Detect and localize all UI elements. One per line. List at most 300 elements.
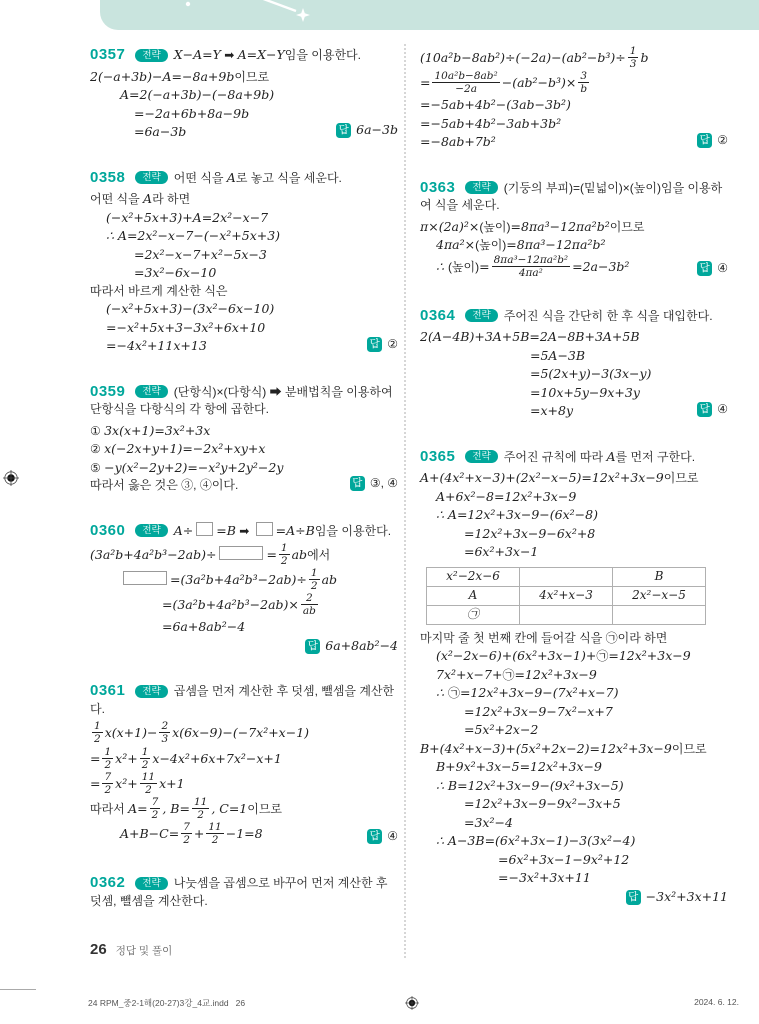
math-text: =−5ab+4b²−(3ab−3b²): [420, 97, 571, 113]
math-text: =: [420, 74, 431, 90]
korean-text: ➡: [220, 48, 238, 62]
fraction-numerator: 1: [629, 45, 637, 57]
strategy-badge: 전략: [135, 171, 167, 184]
answer-badge: 답: [697, 261, 712, 276]
math-text: A=: [128, 800, 148, 816]
korean-text: ②: [717, 133, 728, 148]
problem-number: 0362: [90, 874, 126, 891]
section-label: 정답 및 풀이: [115, 945, 173, 957]
math-line: [420, 115, 728, 134]
problem-number: 0357: [90, 46, 126, 63]
korean-text: ①: [90, 423, 105, 438]
math-line: [420, 469, 728, 488]
table-row: [427, 586, 706, 605]
korean-text: 어떤 식을: [90, 192, 144, 206]
korean-text: 임을 이용한다.: [284, 48, 361, 62]
korean-text: 따라서 바르게 계산한 식은: [90, 283, 228, 298]
answer: [367, 828, 398, 846]
crop-mark: [0, 989, 36, 990]
fraction-denominator: 3: [161, 733, 169, 746]
answer-badge: 답: [305, 639, 320, 654]
fraction-denominator: 2: [104, 783, 112, 796]
fraction: [159, 720, 170, 745]
math-line: [90, 86, 398, 105]
fraction-numerator: 8πa³−12πa²b²: [493, 253, 569, 266]
math-text: =8πa³−12πa²b²: [506, 237, 606, 253]
korean-text: ④: [717, 261, 728, 276]
fraction-numerator: 11: [193, 795, 208, 808]
strategy-line: [420, 179, 728, 215]
math-line: [90, 568, 398, 593]
answer: [336, 121, 398, 140]
header-banner: [100, 0, 759, 30]
answer-badge: 답: [626, 890, 641, 905]
math-line: [420, 328, 728, 347]
registration-mark-icon: [3, 470, 19, 486]
fraction-numerator: 1: [94, 720, 101, 733]
math-text: =5A−3B: [530, 347, 586, 363]
fraction-denominator: ab: [302, 605, 316, 618]
strategy-badge: 전략: [135, 685, 167, 698]
math-line: [420, 384, 728, 403]
math-line: [90, 283, 398, 301]
math-text: =12x²+3x−9−6x²+8: [464, 525, 596, 541]
table-cell: x²−2x−6: [427, 567, 520, 586]
answer: [367, 336, 398, 354]
fraction: [181, 821, 192, 846]
math-line: [420, 814, 728, 833]
table-cell: [520, 605, 613, 624]
math-text: =B: [216, 522, 236, 538]
fraction: [432, 70, 499, 95]
korean-text: 이므로: [671, 741, 707, 756]
math-text: B+(4x²+x−3)+(5x²+2x−2)=12x²+3x−9: [420, 740, 672, 756]
fraction-denominator: 2: [141, 758, 149, 771]
strategy-badge: 전략: [135, 877, 167, 890]
footer-date: 2024. 6. 12.: [694, 997, 739, 1007]
fraction-numerator: 1: [141, 745, 149, 758]
korean-text: (단항식)×(다항식) ➡ 분배법칙을 이용하여 단항식을 다항식의 각 항에 곱한다.: [90, 384, 393, 416]
math-text: =2a−3b²: [572, 258, 630, 274]
problem-number: 0361: [90, 682, 126, 700]
fraction: [92, 720, 103, 745]
constellation-decoration: [100, 0, 759, 30]
problem-0363: [420, 179, 728, 280]
math-text: A=2(−a+3b)−(−8a+9b): [120, 87, 275, 102]
math-line: [90, 190, 398, 209]
fraction: [309, 567, 320, 592]
answer-badge: 답: [697, 402, 712, 417]
math-text: =6x²+3x−1: [464, 544, 539, 560]
fraction: [301, 592, 318, 617]
korean-text: ㉠: [502, 667, 515, 682]
korean-text: ④: [717, 402, 728, 417]
strategy-badge: 전략: [135, 524, 167, 537]
math-text: −1=8: [225, 825, 263, 841]
math-line: [420, 703, 728, 722]
answer: [697, 260, 728, 278]
korean-text: ④: [387, 828, 398, 843]
fraction-denominator: 3: [629, 58, 637, 71]
strategy-badge: 전략: [135, 385, 167, 398]
math-line: [420, 630, 728, 648]
problem-number: 0363: [420, 178, 456, 196]
math-text: 4πa²×: [436, 237, 476, 253]
math-text: =(3a²b+4a²b³−2ab)×: [162, 597, 299, 613]
korean-text: 주어진 식을 간단히 한 후 식을 대입한다.: [503, 308, 713, 323]
korean-text: ➡: [235, 523, 253, 538]
math-line: [90, 337, 398, 356]
math-text: A÷: [173, 522, 194, 538]
korean-text: 를 먼저 구한다.: [615, 449, 696, 464]
answer-badge: 답: [697, 133, 712, 148]
math-text: =: [90, 775, 101, 791]
math-text: ∴ A−3B=(6x²+3x−1)−3(3x²−4): [436, 833, 636, 849]
fraction-numerator: 3: [578, 70, 589, 83]
fraction: [279, 542, 290, 567]
math-line: [420, 488, 728, 507]
table-row: [427, 567, 706, 586]
strategy-line: [90, 874, 398, 910]
math-line: [420, 869, 728, 888]
math-text: =−2a+6b+8a−9b: [134, 105, 250, 121]
math-line: [420, 832, 728, 851]
math-text: x(x+1)−: [104, 725, 158, 741]
math-text: =6a−3b: [134, 124, 187, 139]
fraction-denominator: 2: [151, 808, 159, 821]
math-line: [90, 772, 398, 797]
math-text: 3x(x+1)=3x²+3x: [104, 422, 211, 438]
math-line: [90, 797, 398, 822]
math-line: [90, 319, 398, 338]
math-text: A: [143, 191, 153, 206]
math-text: ∴: [436, 258, 448, 274]
math-text: ab: [321, 571, 338, 587]
math-line: [420, 543, 728, 562]
answer: [305, 639, 398, 653]
math-text: =6a+8ab²−4: [162, 619, 246, 635]
math-text: A: [606, 448, 616, 464]
korean-text: (높이): [447, 259, 480, 274]
math-text: , C=1: [211, 800, 248, 816]
fraction-denominator: 2: [197, 808, 204, 821]
korean-text: (높이): [475, 238, 507, 253]
math-text: =12x²+3x−9−9x²−3x+5: [464, 796, 621, 812]
math-line: [420, 46, 728, 71]
math-line: [420, 236, 728, 255]
math-text: =A÷B: [275, 522, 315, 538]
strategy-badge: 전략: [465, 181, 497, 194]
math-text: x²+: [115, 775, 138, 791]
korean-text: 따라서 옳은 것은 ③, ④이다.: [90, 478, 239, 492]
math-text: =6x²+3x−1−9x²+12: [498, 851, 630, 867]
math-text: A+B−C=: [120, 825, 180, 841]
math-text: =−8ab+7b²: [420, 134, 496, 150]
strategy-badge: 전략: [465, 309, 497, 322]
table-cell: [520, 567, 613, 586]
math-line: [420, 740, 728, 759]
math-line: [90, 637, 398, 656]
math-text: =3x²−4: [464, 814, 513, 830]
math-line: [420, 96, 728, 115]
fraction-numerator: 1: [104, 745, 112, 758]
korean-text: 이므로: [609, 219, 645, 234]
fraction-numerator: 2: [301, 592, 318, 605]
math-text: x(6x−9)−(−7x²+x−1): [172, 725, 310, 741]
constellation-line: [250, 0, 296, 11]
math-line: [420, 721, 728, 740]
korean-text: ②: [90, 442, 105, 456]
table-cell: B: [613, 567, 706, 586]
math-text: (3a²b+4a²b³−2ab)÷: [90, 546, 217, 562]
fraction-numerator: 1: [310, 567, 318, 580]
column-divider: [404, 44, 406, 958]
dot-icon: [186, 2, 190, 6]
math-text: =(3a²b+4a²b³−2ab)÷: [170, 571, 307, 587]
fraction-denominator: 2: [183, 833, 190, 846]
math-line: [90, 422, 398, 441]
math-line: [420, 758, 728, 777]
math-text: =x+8y: [530, 403, 574, 419]
fraction: [492, 254, 571, 279]
table-cell: ㉠: [427, 605, 520, 624]
korean-text: 이므로: [663, 471, 699, 486]
math-text: , B=: [162, 800, 190, 816]
table-cell: 2x²−x−5: [613, 586, 706, 605]
math-line: [90, 300, 398, 319]
problem-0358: [90, 169, 398, 356]
math-text: −y(x²−2y+2)=−x²y+2y²−2y: [104, 459, 284, 475]
korean-text: 곱셈을 먼저 계산한 후 덧셈, 뺄셈을 계산한다.: [90, 684, 395, 716]
math-line: [90, 618, 398, 637]
fraction-denominator: 2: [145, 783, 152, 796]
math-text: =3x²−6x−10: [134, 265, 217, 280]
fraction-denominator: b: [580, 83, 588, 96]
fraction-denominator: 2: [280, 555, 288, 568]
math-text: =12x²+3x−9: [514, 666, 597, 682]
strategy-line: [90, 522, 398, 541]
problem-number: 0359: [90, 382, 126, 400]
math-text: (−x²+5x+3)−(3x²−6x−10): [106, 301, 275, 316]
fraction: [578, 70, 589, 95]
korean-text: ②: [387, 337, 398, 351]
math-text: ∴ A=12x²+3x−9−(6x²−8): [436, 507, 598, 523]
math-text: =2x²−x−7+x²−5x−3: [134, 246, 267, 262]
math-text: 2(−a+3b)−A=−8a+9b: [90, 68, 235, 84]
math-text: (10a²b−8ab²)÷(−2a)−(ab²−b³)÷: [420, 49, 626, 65]
math-text: =: [266, 546, 277, 562]
math-text: =12x²+3x−9−(7x²+x−7): [459, 685, 619, 701]
table-row: [427, 605, 706, 624]
math-text: X−A=Y: [173, 47, 221, 62]
table-cell: 4x²+x−3: [520, 586, 613, 605]
fraction-numerator: 11: [141, 770, 156, 783]
math-text: ab: [291, 546, 308, 562]
empty-box: [219, 546, 263, 560]
math-line: [420, 402, 728, 421]
math-line: [90, 747, 398, 772]
math-line: [90, 822, 398, 847]
fraction-denominator: 2: [104, 758, 112, 771]
answer-badge: 답: [367, 829, 382, 844]
math-text: ∴ A=2x²−x−7−(−x²+5x+3): [106, 228, 281, 243]
fraction-numerator: 7: [104, 770, 112, 783]
problem-number: 0364: [420, 306, 456, 324]
korean-text: (기둥의 부피)=(밑넓이)×(높이)임을 이용하여 식을 세운다.: [420, 180, 723, 213]
korean-text: 라 하면: [152, 192, 191, 206]
math-text: x−4x²+6x+7x²−x+1: [152, 750, 282, 766]
math-text: =8πa³−12πa²b²: [510, 218, 610, 234]
fraction-denominator: −2a: [455, 83, 477, 96]
math-line: [420, 71, 728, 96]
korean-text: ㉠: [447, 686, 460, 701]
math-text: (−x²+5x+3)+A=2x²−x−7: [106, 209, 269, 225]
rule-table: [426, 567, 706, 625]
problem-number: 0365: [420, 447, 456, 465]
math-line: [420, 647, 728, 666]
table-cell: [613, 605, 706, 624]
korean-text: 주어진 규칙에 따라: [503, 449, 607, 464]
fraction-denominator: 2: [211, 833, 219, 846]
math-line: [420, 684, 728, 703]
math-line: [420, 133, 728, 152]
column-left: [90, 46, 398, 937]
math-text: =: [479, 258, 490, 274]
math-text: −3x²+3x+11: [645, 888, 728, 904]
korean-text: (높이): [479, 219, 511, 234]
footer-filename: 24 RPM_중2-1해(20-27)3강_4교.indd 26: [88, 998, 246, 1008]
empty-box: [123, 571, 167, 585]
strategy-line: [90, 682, 398, 718]
math-text: +: [193, 825, 205, 841]
math-line: [90, 209, 398, 228]
strategy-badge: 전략: [465, 450, 497, 463]
fraction: [206, 821, 223, 846]
page-label: [90, 941, 172, 959]
math-line: [90, 440, 398, 459]
math-line: [90, 477, 398, 495]
problem-0365: [420, 448, 728, 907]
math-line: [420, 525, 728, 544]
math-line: [90, 593, 398, 618]
math-text: −(ab²−b³)×: [501, 74, 577, 90]
korean-text: ③, ④: [369, 476, 398, 490]
answer: [697, 401, 728, 419]
math-text: =−4x²+11x+13: [106, 338, 207, 353]
empty-box: [196, 522, 213, 536]
answer: [626, 890, 728, 904]
strategy-line: [90, 46, 398, 65]
problem-number: 0360: [90, 521, 126, 539]
korean-text: 에서: [307, 547, 331, 562]
math-line: [90, 543, 398, 568]
korean-text: ⑤: [90, 460, 105, 475]
answer-badge: 답: [367, 337, 382, 352]
fraction-numerator: 1: [280, 542, 288, 554]
math-line: [90, 246, 398, 265]
math-text: =12x²+3x−9: [608, 648, 691, 664]
fraction: [628, 45, 639, 70]
fraction-denominator: 2: [94, 733, 101, 746]
math-text: x+1: [159, 775, 185, 791]
math-text: x²+: [115, 750, 138, 766]
math-line: [90, 264, 398, 283]
math-line: [420, 506, 728, 525]
korean-text: ㉠: [596, 649, 609, 664]
math-line: [420, 795, 728, 814]
fraction: [102, 771, 113, 796]
korean-text: 로 놓고 식을 세운다.: [235, 170, 342, 185]
problem-0361: [90, 682, 398, 847]
fraction-numerator: 2: [161, 720, 169, 733]
math-text: =10x+5y−9x+3y: [530, 384, 640, 400]
korean-text: 이므로: [247, 801, 283, 816]
fraction: [102, 746, 113, 771]
math-text: b: [640, 49, 649, 65]
fraction-numerator: 10a²b−8ab²: [434, 70, 498, 83]
math-text: =−x²+5x+3−3x²+6x+10: [106, 319, 266, 335]
korean-text: 나눗셈을 곱셈으로 바꾸어 먼저 계산한 후 덧셈, 뺄셈을 계산한다.: [90, 876, 388, 908]
strategy-line: [420, 448, 728, 467]
table-cell: A: [427, 586, 520, 605]
fraction: [140, 746, 151, 771]
math-text: (x²−2x−6)+(6x²+3x−1)+: [436, 648, 597, 664]
page-number: 26: [90, 941, 107, 958]
math-line: [420, 255, 728, 280]
korean-text: 임을 이용한다.: [314, 523, 392, 538]
math-text: =: [90, 750, 101, 766]
math-text: =−5ab+4b²−3ab+3b²: [420, 115, 562, 131]
math-line: [420, 218, 728, 237]
problem-number: 0358: [90, 168, 126, 186]
problem-0360: [90, 522, 398, 656]
registration-mark-icon: [405, 996, 419, 1010]
fraction: [140, 771, 157, 796]
korean-text: 마지막 줄 첫 번째 칸에 들어갈 식을 ㉠이라 하면: [420, 630, 668, 645]
fraction-denominator: 2: [310, 580, 318, 593]
math-text: A+6x²−8=12x²+3x−9: [436, 488, 577, 504]
math-line: [90, 123, 398, 142]
korean-text: 이므로: [234, 69, 270, 84]
fraction: [150, 796, 161, 821]
math-line: [90, 68, 398, 87]
fraction-numerator: 7: [151, 795, 159, 808]
math-text: =−3x²+3x+11: [498, 870, 591, 886]
math-text: A: [226, 169, 236, 185]
fraction-numerator: 7: [183, 820, 190, 833]
math-line: [90, 227, 398, 246]
math-text: 6a−3b: [356, 122, 398, 137]
math-line: [420, 851, 728, 870]
problem-0359: [90, 383, 398, 495]
math-text: =12x²+3x−9−7x²−x+7: [464, 703, 613, 719]
math-text: 2(A−4B)+3A+5B=2A−8B+3A+5B: [420, 329, 640, 345]
math-text: B+9x²+3x−5=12x²+3x−9: [436, 759, 602, 775]
star-icon: [296, 8, 310, 22]
math-text: =5(2x+y)−3(3x−y): [530, 366, 652, 382]
math-line: [420, 365, 728, 384]
math-text: 6a+8ab²−4: [325, 637, 398, 653]
math-text: A+(4x²+x−3)+(2x²−x−5)=12x²+3x−9: [420, 470, 664, 486]
fraction-numerator: 11: [208, 820, 222, 833]
math-text: ∴ B=12x²+3x−9−(9x²+3x−5): [436, 777, 624, 793]
strategy-badge: 전략: [135, 49, 167, 62]
math-text: x(−2x+y+1)=−2x²+xy+x: [104, 441, 266, 456]
fraction-denominator: 4πa²: [518, 266, 543, 279]
math-text: π×(2a)²×: [420, 218, 480, 234]
math-line: [420, 347, 728, 366]
problem-0362: [90, 874, 398, 910]
